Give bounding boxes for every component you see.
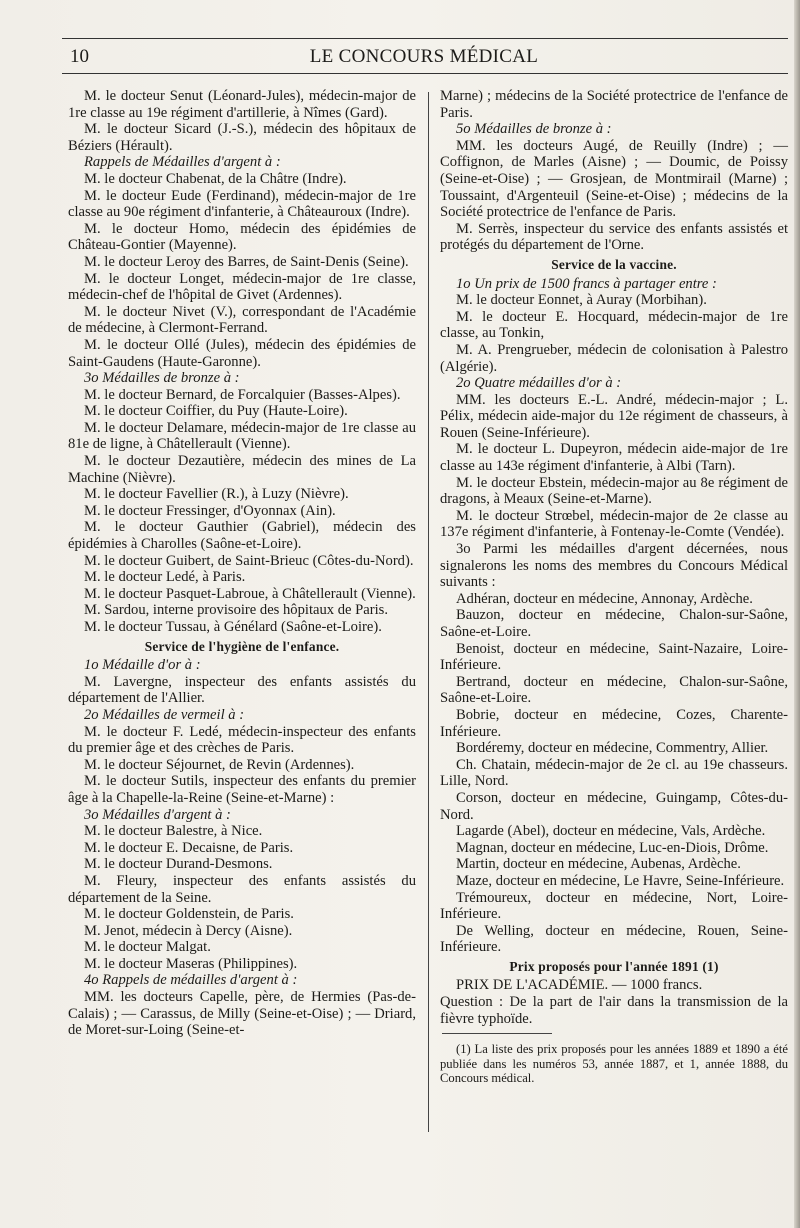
paragraph: M. le docteur E. Hocquard, médecin-major de 1re classe, au Tonkin, xyxy=(440,308,788,342)
award-category: 2o Quatre médailles d'or à : xyxy=(456,375,622,392)
paragraph: M. le docteur Sutils, inspecteur des enfants du premier âge à la Chapelle-la-Reine (Seine-et-Marne) : xyxy=(68,773,416,806)
paragraph: M. le docteur Delamare, médecin-major de 1re classe au 81e de ligne, à Châtellerault (Vienne). xyxy=(68,419,416,453)
page-edge xyxy=(794,0,800,1228)
paragraph: M. le docteur Pasquet-Labroue, à Châtellerault (Vienne). xyxy=(84,585,416,602)
paragraph: Adhéran, docteur en médecine, Annonay, Ardèche. xyxy=(456,590,753,607)
award-category: 2o Médailles de vermeil à : xyxy=(84,706,245,723)
paragraph: M. le docteur Senut (Léonard-Jules), médecin-major de 1re classe au 19e régiment d'artillerie, à Nîmes (Gard). xyxy=(68,88,416,121)
paragraph: Trémoureux, docteur en médecine, Nort, Loire-Inférieure. xyxy=(440,889,788,923)
section-heading: Service de l'hygiène de l'enfance. xyxy=(144,638,340,654)
award-category: 1o Médaille d'or à : xyxy=(84,657,201,674)
paragraph: MM. les docteurs E.-L. André, médecin-major ; L. Pélix, médecin aide-major du 12e régiment de chasseurs, à Rouen (Seine-Inférieure). xyxy=(440,391,788,441)
paragraph: M. le docteur Balestre, à Nice. xyxy=(84,823,263,840)
journal-title: LE CONCOURS MÉDICAL xyxy=(309,46,539,67)
header-rule xyxy=(62,73,788,74)
award-category: 3o Médailles d'argent à : xyxy=(84,806,231,823)
left-column xyxy=(68,88,416,1039)
paragraph: M. le docteur L. Dupeyron, médecin aide-major de 1re classe au 143e régiment d'infanterie, à Albi (Tarn). xyxy=(440,441,788,475)
paragraph: M. le docteur Malgat. xyxy=(84,939,211,956)
paragraph: M. A. Prengrueber, médecin de colonisation à Palestro (Algérie). xyxy=(440,341,788,375)
paragraph: M. le docteur Homo, médecin des épidémies de Château-Gontier (Mayenne). xyxy=(68,220,416,254)
paragraph: Bauzon, docteur en médecine, Chalon-sur-Saône, Saône-et-Loire. xyxy=(440,607,788,640)
paragraph: M. le docteur Coiffier, du Puy (Haute-Loire). xyxy=(84,403,348,420)
paragraph: M. le docteur Tussau, à Génélard (Saône-et-Loire). xyxy=(84,619,382,635)
paragraph: PRIX DE L'ACADÉMIE. — 1000 francs. xyxy=(456,977,703,994)
right-column xyxy=(440,88,788,1085)
paragraph: Bordéremy, docteur en médecine, Commentry, Allier. xyxy=(456,740,769,757)
paragraph: M. le docteur Nivet (V.), correspondant de l'Académie de médecine, à Clermont-Ferrand. xyxy=(68,303,416,337)
paragraph: M. le docteur Goldenstein, de Paris. xyxy=(84,906,294,923)
paragraph: M. le docteur Gauthier (Gabriel), médecin des épidémies à Charolles (Saône-et-Loire). xyxy=(68,519,416,553)
paragraph: M. le docteur Durand-Desmons. xyxy=(84,856,273,873)
award-category: 3o Médailles de bronze à : xyxy=(84,370,240,387)
paragraph: M. le docteur Dezautière, médecin des mines de La Machine (Nièvre). xyxy=(68,453,416,486)
page-header xyxy=(62,44,786,70)
award-category: 1o Un prix de 1500 francs à partager entre : xyxy=(456,275,717,292)
paragraph: M. Jenot, médecin à Dercy (Aisne). xyxy=(84,922,293,939)
section-heading: Service de la vaccine. xyxy=(551,256,677,272)
paragraph: M. le docteur Ledé, à Paris. xyxy=(84,569,246,586)
paragraph: M. le docteur Fressinger, d'Oyonnax (Ain). xyxy=(84,502,336,519)
paragraph: M. le docteur Maseras (Philippines). xyxy=(84,955,298,972)
paragraph: M. le docteur Bernard, de Forcalquier (Basses-Alpes). xyxy=(84,386,401,403)
footnote: (1) La liste des prix proposés pour les années 1889 et 1890 a été publiée dans les numéros 53, année 1887, et 1, année 1888, du Concours médical. xyxy=(440,1042,788,1086)
paragraph: M. le docteur Séjournet, de Revin (Ardennes). xyxy=(84,756,355,773)
paragraph: M. le docteur Eude (Ferdinand), médecin-major de 1re classe au 90e régiment d'infanterie, à Châteauroux (Indre). xyxy=(68,187,416,221)
paragraph: M. le docteur Guibert, de Saint-Brieuc (Côtes-du-Nord). xyxy=(84,552,414,569)
paragraph: Question : De la part de l'air dans la transmission de la fièvre typhoïde. xyxy=(440,994,788,1027)
paragraph: M. le docteur Strœbel, médecin-major de 2e classe au 137e régiment d'infanterie, à Fontenay-le-Comte (Vendée). xyxy=(440,507,788,541)
paragraph: Ch. Chatain, médecin-major de 2e cl. au 19e chasseurs. Lille, Nord. xyxy=(440,756,788,790)
paragraph: M. le docteur Sicard (J.-S.), médecin des hôpitaux de Béziers (Hérault). xyxy=(68,121,416,154)
footnote-rule xyxy=(442,1033,552,1034)
section-heading: Prix proposés pour l'année 1891 (1) xyxy=(509,958,719,974)
paragraph: M. Sardou, interne provisoire des hôpitaux de Paris. xyxy=(84,602,388,619)
award-category: 5o Médailles de bronze à : xyxy=(456,121,612,138)
paragraph: Martin, docteur en médecine, Aubenas, Ardèche. xyxy=(456,856,741,873)
paragraph: M. le docteur Leroy des Barres, de Saint-Denis (Seine). xyxy=(84,253,409,270)
paragraph: MM. les docteurs Capelle, père, de Hermies (Pas-de-Calais) ; — Carassus, de Milly (Seine-et-Oise) ; — Driard, de Moret-sur-Loing (Seine-et- xyxy=(68,989,416,1039)
award-category: Rappels de Médailles d'argent à : xyxy=(84,154,281,171)
paragraph: M. le docteur Favellier (R.), à Luzy (Nièvre). xyxy=(84,486,349,503)
paragraph: M. Lavergne, inspecteur des enfants assistés du département de l'Allier. xyxy=(68,673,416,707)
paragraph: Bertrand, docteur en médecine, Chalon-sur-Saône, Saône-et-Loire. xyxy=(440,673,788,707)
page-number: 10 xyxy=(70,46,89,67)
paragraph: M. le docteur Ebstein, médecin-major au 8e régiment de dragons, à Meaux (Seine-et-Marne). xyxy=(440,474,788,508)
paragraph: M. le docteur Eonnet, à Auray (Morbihan). xyxy=(456,292,707,309)
paragraph: M. le docteur Longet, médecin-major de 1re classe, médecin-chef de l'hôpital de Givet (Ardennes). xyxy=(68,270,416,304)
paragraph: Corson, docteur en médecine, Guingamp, Côtes-du-Nord. xyxy=(440,789,788,823)
top-rule xyxy=(62,38,788,39)
paragraph: Lagarde (Abel), docteur en médecine, Vals, Ardèche. xyxy=(456,823,766,840)
paragraph: Magnan, docteur en médecine, Luc-en-Diois, Drôme. xyxy=(456,839,769,856)
paragraph: MM. les docteurs Augé, de Reuilly (Indre) ; — Coffignon, de Marles (Aisne) ; — Doumic, de Poissy (Seine-et-Oise) ; — Grosjean, de Montmirail (Marne) ; Toussaint, d'Argenteuil (Seine-et-Oise) ; médecins de la Société protectrice de l'enfance de Paris. xyxy=(440,137,788,221)
paragraph: M. Fleury, inspecteur des enfants assistés du département de la Seine. xyxy=(68,872,416,906)
paragraph: M. le docteur F. Ledé, médecin-inspecteur des enfants du premier âge et des crèches de Paris. xyxy=(68,723,416,757)
paragraph: M. le docteur E. Decaisne, de Paris. xyxy=(84,839,294,856)
column-divider xyxy=(428,92,429,1132)
paragraph: 3o Parmi les médailles d'argent décernées, nous signalerons les noms des membres du Concours Médical suivants : xyxy=(440,541,788,591)
paragraph: M. Serrès, inspecteur du service des enfants assistés et protégés du département de l'Orne. xyxy=(440,220,788,254)
paragraph: M. le docteur Chabenat, de la Châtre (Indre). xyxy=(84,170,347,187)
paragraph: Marne) ; médecins de la Société protectrice de l'enfance de Paris. xyxy=(440,88,788,121)
paragraph: Benoist, docteur en médecine, Saint-Nazaire, Loire-Inférieure. xyxy=(440,640,788,674)
paragraph: De Welling, docteur en médecine, Rouen, Seine-Inférieure. xyxy=(440,922,788,956)
paragraph: M. le docteur Ollé (Jules), médecin des épidémies de Saint-Gaudens (Haute-Garonne). xyxy=(68,336,416,370)
paragraph: Bobrie, docteur en médecine, Cozes, Charente-Inférieure. xyxy=(440,706,788,740)
award-category: 4o Rappels de médailles d'argent à : xyxy=(84,972,298,989)
paragraph: Maze, docteur en médecine, Le Havre, Seine-Inférieure. xyxy=(456,872,785,889)
